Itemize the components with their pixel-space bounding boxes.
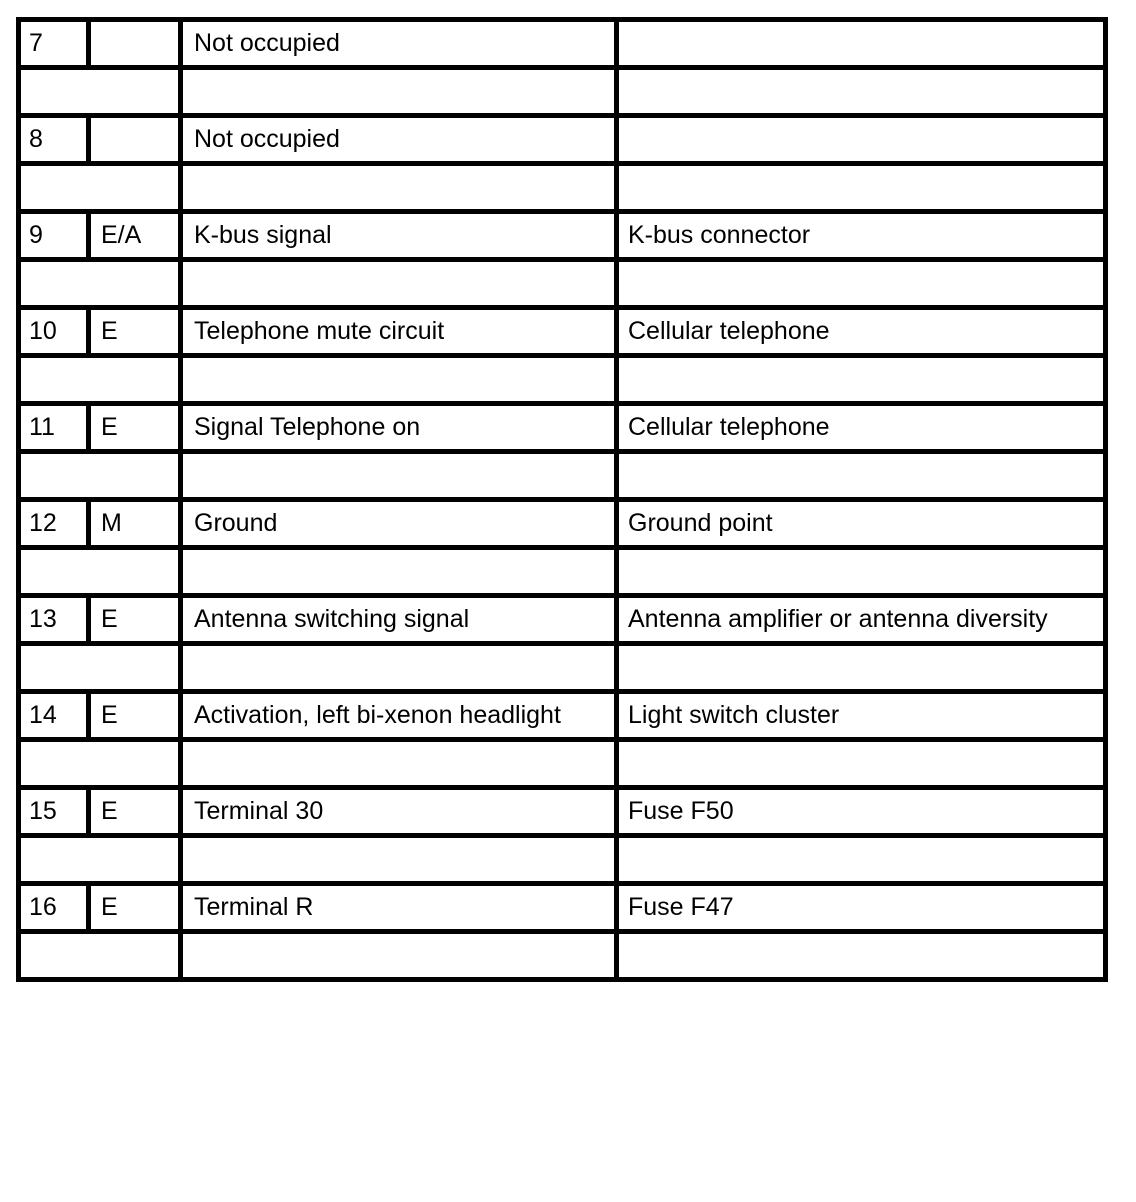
table-row-pin-13 <box>19 596 1106 644</box>
signal-type-cell <box>89 20 181 68</box>
empty-cell <box>181 260 617 308</box>
empty-cell <box>617 356 1106 404</box>
connection-cell: K-bus connector <box>617 212 1106 260</box>
empty-cell <box>617 548 1106 596</box>
description-cell: Not occupied <box>181 116 617 164</box>
empty-cell <box>617 68 1106 116</box>
connection-cell: Fuse F47 <box>617 884 1106 932</box>
connection-cell: Light switch cluster <box>617 692 1106 740</box>
empty-cell <box>19 836 181 884</box>
pin-assignment-table <box>16 17 1108 982</box>
empty-cell <box>181 836 617 884</box>
pin-number-cell: 13 <box>19 596 89 644</box>
table-row-pin-16 <box>19 884 1106 932</box>
table-spacer-row <box>19 164 1106 212</box>
empty-cell <box>19 548 181 596</box>
pin-number-cell: 16 <box>19 884 89 932</box>
signal-type-cell: E <box>89 404 181 452</box>
pin-table-body <box>19 20 1106 980</box>
table-spacer-row <box>19 356 1106 404</box>
empty-cell <box>617 644 1106 692</box>
pin-number-cell: 11 <box>19 404 89 452</box>
table-row-pin-15 <box>19 788 1106 836</box>
signal-type-cell: E <box>89 308 181 356</box>
empty-cell <box>181 356 617 404</box>
empty-cell <box>19 68 181 116</box>
table-spacer-row <box>19 260 1106 308</box>
pin-number-cell: 8 <box>19 116 89 164</box>
connection-cell: Antenna amplifier or antenna diversity <box>617 596 1106 644</box>
table-row-pin-12 <box>19 500 1106 548</box>
signal-type-cell: E <box>89 884 181 932</box>
table-spacer-row <box>19 836 1106 884</box>
description-cell: Ground <box>181 500 617 548</box>
empty-cell <box>181 644 617 692</box>
pin-number-cell: 15 <box>19 788 89 836</box>
empty-cell <box>181 68 617 116</box>
pin-number-cell: 9 <box>19 212 89 260</box>
empty-cell <box>617 452 1106 500</box>
table-row-pin-11 <box>19 404 1106 452</box>
connection-cell <box>617 116 1106 164</box>
empty-cell <box>19 644 181 692</box>
description-cell: Terminal R <box>181 884 617 932</box>
table-row-pin-14 <box>19 692 1106 740</box>
empty-cell <box>181 164 617 212</box>
table-spacer-row <box>19 740 1106 788</box>
connection-cell: Cellular telephone <box>617 308 1106 356</box>
empty-cell <box>19 932 181 980</box>
empty-cell <box>617 932 1106 980</box>
empty-cell <box>19 356 181 404</box>
pin-number-cell: 7 <box>19 20 89 68</box>
connection-cell: Cellular telephone <box>617 404 1106 452</box>
empty-cell <box>617 740 1106 788</box>
empty-cell <box>617 164 1106 212</box>
description-cell: Terminal 30 <box>181 788 617 836</box>
signal-type-cell: M <box>89 500 181 548</box>
pin-number-cell: 10 <box>19 308 89 356</box>
connection-cell: Fuse F50 <box>617 788 1106 836</box>
table-spacer-row <box>19 452 1106 500</box>
pin-number-cell: 14 <box>19 692 89 740</box>
table-row-pin-10 <box>19 308 1106 356</box>
table-spacer-row <box>19 548 1106 596</box>
connection-cell: Ground point <box>617 500 1106 548</box>
signal-type-cell: E <box>89 692 181 740</box>
empty-cell <box>181 932 617 980</box>
empty-cell <box>617 260 1106 308</box>
pin-number-cell: 12 <box>19 500 89 548</box>
description-cell: Telephone mute circuit <box>181 308 617 356</box>
signal-type-cell: E/A <box>89 212 181 260</box>
signal-type-cell <box>89 116 181 164</box>
signal-type-cell: E <box>89 788 181 836</box>
table-spacer-row <box>19 644 1106 692</box>
table-spacer-row <box>19 932 1106 980</box>
connection-cell <box>617 20 1106 68</box>
table-row-pin-9 <box>19 212 1106 260</box>
table-row-pin-7 <box>19 20 1106 68</box>
description-cell: Antenna switching signal <box>181 596 617 644</box>
description-cell: K-bus signal <box>181 212 617 260</box>
table-row-pin-8 <box>19 116 1106 164</box>
empty-cell <box>181 452 617 500</box>
description-cell: Not occupied <box>181 20 617 68</box>
description-cell: Signal Telephone on <box>181 404 617 452</box>
description-cell: Activation, left bi-xenon headlight <box>181 692 617 740</box>
empty-cell <box>181 740 617 788</box>
empty-cell <box>19 260 181 308</box>
signal-type-cell: E <box>89 596 181 644</box>
empty-cell <box>19 164 181 212</box>
table-spacer-row <box>19 68 1106 116</box>
empty-cell <box>617 836 1106 884</box>
empty-cell <box>19 740 181 788</box>
empty-cell <box>181 548 617 596</box>
empty-cell <box>19 452 181 500</box>
